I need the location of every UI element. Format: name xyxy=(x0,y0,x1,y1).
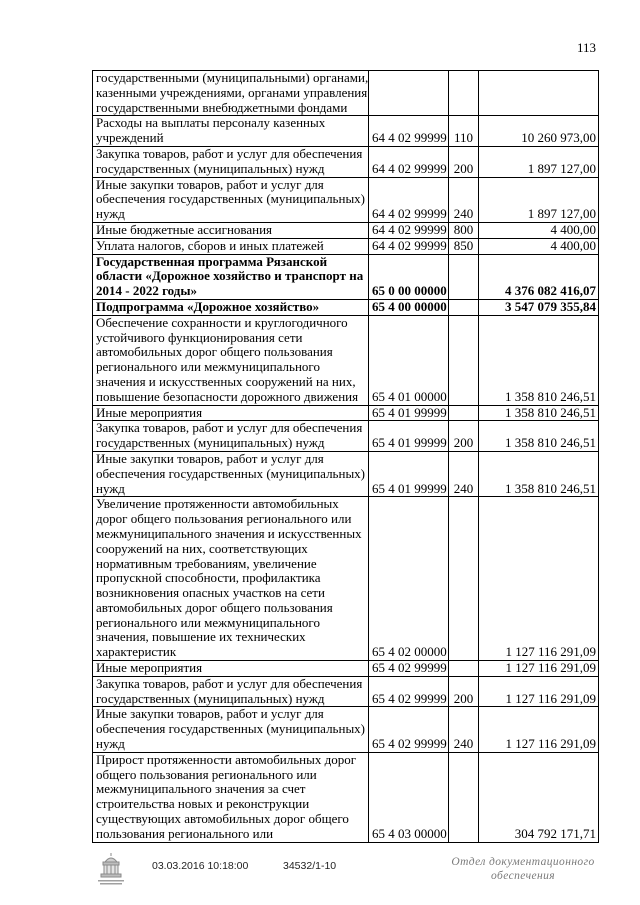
footer-datetime: 03.03.2016 10:18:00 xyxy=(152,860,249,872)
description-line: Закупка товаров, работ и услуг для обеспечения xyxy=(96,420,363,436)
description-line: Подпрограмма «Дорожное хозяйство» xyxy=(96,298,320,314)
row-amount: 1 358 810 246,51 xyxy=(479,421,599,452)
table-row xyxy=(93,676,599,707)
row-amount: 1 127 116 291,09 xyxy=(479,676,599,707)
row-amount: 4 400,00 xyxy=(479,222,599,238)
description-line: регионального или межмуниципального xyxy=(96,614,320,630)
description-line: Обеспечение сохранности и круглогодичного xyxy=(96,314,348,330)
row-target-code: 65 0 00 00000 xyxy=(369,254,449,299)
row-description xyxy=(93,254,369,299)
description-line: возникновения опасных участков на сети xyxy=(96,585,325,601)
row-amount: 10 260 973,00 xyxy=(479,116,599,147)
row-amount: 4 376 082 416,07 xyxy=(479,254,599,299)
description-line: автомобильных дорог общего пользования xyxy=(96,344,333,360)
description-line: обеспечения государственных (муниципальных) xyxy=(96,721,366,737)
row-target-code: 64 4 02 99999 xyxy=(369,116,449,147)
row-description xyxy=(93,116,369,147)
row-expense-type: 200 xyxy=(449,676,479,707)
row-expense-type xyxy=(449,254,479,299)
description-line: значения и искусственных сооружений на них, xyxy=(96,373,356,389)
row-expense-type: 240 xyxy=(449,451,479,496)
description-line: обеспечения государственных (муниципальных) xyxy=(96,191,366,207)
row-expense-type xyxy=(449,497,479,661)
table-row xyxy=(93,405,599,421)
row-target-code xyxy=(369,71,449,116)
description-line: Иные бюджетные ассигнования xyxy=(96,221,273,237)
table-row xyxy=(93,254,599,299)
description-line: существующих автомобильных дорог общего xyxy=(96,811,349,827)
description-line: государственными (муниципальными) органами, xyxy=(96,70,369,85)
row-target-code: 65 4 02 99999 xyxy=(369,661,449,677)
row-description xyxy=(93,421,369,452)
table-row xyxy=(93,752,599,842)
row-target-code: 64 4 02 99999 xyxy=(369,238,449,254)
row-target-code: 65 4 01 99999 xyxy=(369,451,449,496)
description-line: казенными учреждениями, органами управления xyxy=(96,84,368,100)
row-expense-type: 850 xyxy=(449,238,479,254)
description-line: строительства новых и реконструкции xyxy=(96,796,310,812)
table-row xyxy=(93,661,599,677)
description-line: Прирост протяженности автомобильных дорог xyxy=(96,751,357,767)
description-line: 2014 - 2022 годы» xyxy=(96,283,198,299)
row-description xyxy=(93,177,369,222)
row-amount: 3 547 079 355,84 xyxy=(479,299,599,315)
description-line: пропускной способности, профилактика xyxy=(96,570,321,586)
row-amount: 1 358 810 246,51 xyxy=(479,451,599,496)
description-line: Иные закупки товаров, работ и услуг для xyxy=(96,176,324,192)
row-amount: 1 358 810 246,51 xyxy=(479,405,599,421)
description-line: Иные закупки товаров, работ и услуг для xyxy=(96,706,324,722)
row-expense-type xyxy=(449,405,479,421)
row-target-code: 65 4 01 00000 xyxy=(369,315,449,405)
description-line: государственных (муниципальных) нужд xyxy=(96,690,325,706)
table-row xyxy=(93,146,599,177)
row-expense-type xyxy=(449,299,479,315)
row-target-code: 65 4 00 00000 xyxy=(369,299,449,315)
description-line: регионального или межмуниципального xyxy=(96,359,320,375)
row-target-code: 65 4 03 00000 xyxy=(369,752,449,842)
table-row xyxy=(93,71,599,116)
description-line: Расходы на выплаты персоналу казенных xyxy=(96,115,326,131)
row-amount: 4 400,00 xyxy=(479,238,599,254)
row-description xyxy=(93,71,369,116)
description-line: значения, повышение их технических xyxy=(96,629,306,645)
description-line: Увеличение протяженности автомобильных xyxy=(96,496,339,512)
row-description xyxy=(93,146,369,177)
row-description xyxy=(93,497,369,661)
description-line: нормативным требованиям, увеличение xyxy=(96,555,317,571)
footer-document-number: 34532/1-10 xyxy=(283,860,337,872)
row-expense-type: 110 xyxy=(449,116,479,147)
table-row xyxy=(93,707,599,752)
row-amount: 1 127 116 291,09 xyxy=(479,707,599,752)
row-description xyxy=(93,315,369,405)
description-line: повышение безопасности дорожного движения xyxy=(96,388,359,404)
row-target-code: 65 4 01 99999 xyxy=(369,405,449,421)
description-line: Закупка товаров, работ и услуг для обеспечения xyxy=(96,145,363,161)
row-expense-type: 240 xyxy=(449,177,479,222)
description-line: межмуниципального значения и искусственных xyxy=(96,525,362,541)
table-row xyxy=(93,451,599,496)
department-line: обеспечения xyxy=(491,870,555,882)
row-expense-type: 800 xyxy=(449,222,479,238)
table-row xyxy=(93,421,599,452)
description-line: автомобильных дорог общего пользования xyxy=(96,599,333,615)
description-line: государственных (муниципальных) нужд xyxy=(96,435,325,451)
row-target-code: 65 4 02 99999 xyxy=(369,707,449,752)
description-line: пользования регионального или xyxy=(96,825,274,841)
description-line: нужд xyxy=(96,480,125,496)
row-description xyxy=(93,752,369,842)
row-amount: 1 127 116 291,09 xyxy=(479,661,599,677)
description-line: дорог общего пользования регионального или xyxy=(96,511,352,527)
row-target-code: 65 4 02 00000 xyxy=(369,497,449,661)
budget-table xyxy=(92,70,599,843)
description-line: области «Дорожное хозяйство и транспорт на xyxy=(96,268,364,284)
row-description xyxy=(93,222,369,238)
emblem-icon xyxy=(95,851,127,887)
table-row xyxy=(93,299,599,315)
description-line: Иные мероприятия xyxy=(96,660,203,676)
row-target-code: 64 4 02 99999 xyxy=(369,146,449,177)
description-line: нужд xyxy=(96,736,125,752)
description-line: Уплата налогов, сборов и иных платежей xyxy=(96,237,324,253)
row-expense-type: 200 xyxy=(449,146,479,177)
table-row xyxy=(93,222,599,238)
row-target-code: 65 4 01 99999 xyxy=(369,421,449,452)
row-description xyxy=(93,451,369,496)
row-amount: 1 127 116 291,09 xyxy=(479,497,599,661)
description-line: нужд xyxy=(96,206,125,222)
row-target-code: 64 4 02 99999 xyxy=(369,177,449,222)
description-line: Государственная программа Рязанской xyxy=(96,253,328,269)
description-line: сооружений на них, соответствующих xyxy=(96,540,308,556)
description-line: общего пользования регионального или xyxy=(96,766,317,782)
description-line: Иные мероприятия xyxy=(96,404,203,420)
table-row xyxy=(93,315,599,405)
row-description xyxy=(93,661,369,677)
description-line: межмуниципального значения за счет xyxy=(96,781,306,797)
table-row xyxy=(93,116,599,147)
row-amount: 1 897 127,00 xyxy=(479,146,599,177)
row-amount: 1 358 810 246,51 xyxy=(479,315,599,405)
budget-table-body xyxy=(93,71,599,843)
row-target-code: 64 4 02 99999 xyxy=(369,222,449,238)
row-expense-type xyxy=(449,71,479,116)
row-description xyxy=(93,707,369,752)
row-expense-type: 240 xyxy=(449,707,479,752)
page-number: 113 xyxy=(576,40,596,55)
description-line: характеристик xyxy=(96,644,177,660)
row-target-code: 65 4 02 99999 xyxy=(369,676,449,707)
row-description xyxy=(93,405,369,421)
department-line: Отдел документационного xyxy=(451,856,595,868)
row-expense-type xyxy=(449,315,479,405)
row-description xyxy=(93,676,369,707)
description-line: Закупка товаров, работ и услуг для обеспечения xyxy=(96,675,363,691)
row-expense-type xyxy=(449,661,479,677)
description-line: государственными внебюджетными фондами xyxy=(96,99,348,115)
description-line: учреждений xyxy=(96,130,164,146)
row-expense-type xyxy=(449,752,479,842)
row-amount: 304 792 171,71 xyxy=(479,752,599,842)
description-line: обеспечения государственных (муниципальных) xyxy=(96,465,366,481)
description-line: Иные закупки товаров, работ и услуг для xyxy=(96,450,324,466)
row-expense-type: 200 xyxy=(449,421,479,452)
table-row xyxy=(93,177,599,222)
table-row xyxy=(93,238,599,254)
row-amount: 1 897 127,00 xyxy=(479,177,599,222)
row-description xyxy=(93,299,369,315)
table-row xyxy=(93,497,599,661)
description-line: устойчивого функционирования сети xyxy=(96,329,303,345)
row-description xyxy=(93,238,369,254)
description-line: государственных (муниципальных) нужд xyxy=(96,160,325,176)
row-amount xyxy=(479,71,599,116)
footer-department-stamp xyxy=(446,855,600,883)
